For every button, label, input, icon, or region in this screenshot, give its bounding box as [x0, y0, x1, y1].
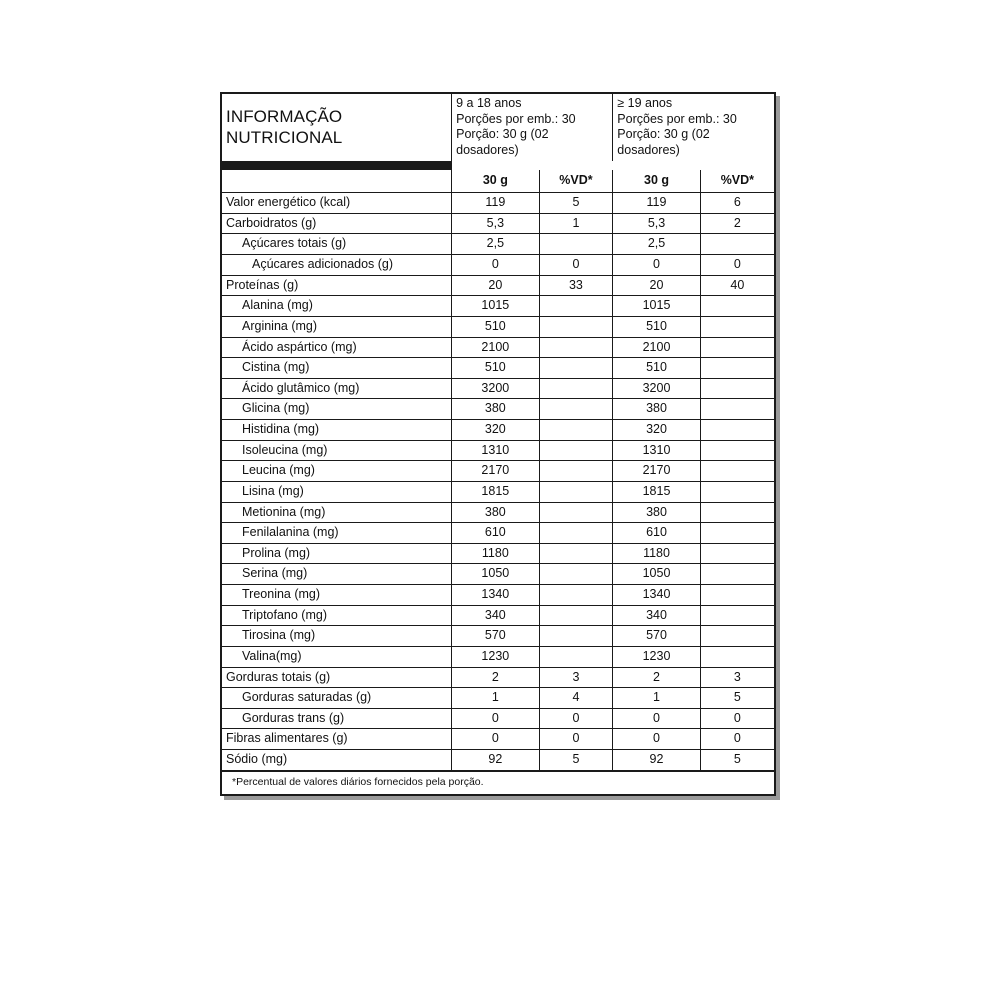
nutrient-name: Valor energético (kcal)	[222, 193, 452, 214]
nutrient-name: Gorduras totais (g)	[222, 667, 452, 688]
nutrient-amount-9-18: 119	[452, 193, 539, 214]
column-header-row	[222, 170, 774, 193]
table-row	[222, 646, 774, 667]
table-row	[222, 378, 774, 399]
nutrient-vd-9-18	[539, 440, 613, 461]
nutrient-amount-19-plus: 1230	[613, 646, 700, 667]
table-row	[222, 750, 774, 771]
nutrient-name: Valina(mg)	[222, 646, 452, 667]
nutrition-table	[222, 94, 774, 772]
nutrient-amount-19-plus: 510	[613, 316, 700, 337]
nutrient-vd-9-18	[539, 420, 613, 441]
nutrient-vd-9-18	[539, 296, 613, 317]
nutrient-amount-9-18: 380	[452, 502, 539, 523]
group-portion-label-1: Porção: 30 g (02	[617, 127, 710, 142]
nutrient-name: Alanina (mg)	[222, 296, 452, 317]
nutrient-amount-19-plus: 610	[613, 523, 700, 544]
nutrient-vd-9-18	[539, 605, 613, 626]
nutrient-vd-9-18	[539, 502, 613, 523]
nutrient-vd-19-plus: 3	[700, 667, 774, 688]
nutrient-amount-9-18: 2	[452, 667, 539, 688]
nutrient-vd-9-18: 0	[539, 255, 613, 276]
nutrient-amount-9-18: 510	[452, 358, 539, 379]
nutrient-name: Isoleucina (mg)	[222, 440, 452, 461]
panel-title-line1: INFORMAÇÃO	[226, 107, 343, 126]
nutrient-amount-19-plus: 1340	[613, 585, 700, 606]
nutrient-name: Triptofano (mg)	[222, 605, 452, 626]
nutrient-amount-19-plus: 380	[613, 502, 700, 523]
nutrient-amount-9-18: 610	[452, 523, 539, 544]
nutrient-vd-19-plus	[700, 502, 774, 523]
nutrient-amount-9-18: 380	[452, 399, 539, 420]
nutrient-name: Ácido glutâmico (mg)	[222, 378, 452, 399]
nutrient-name: Histidina (mg)	[222, 420, 452, 441]
nutrient-amount-19-plus: 20	[613, 275, 700, 296]
nutrient-amount-19-plus: 0	[613, 729, 700, 750]
nutrient-amount-9-18: 2170	[452, 461, 539, 482]
table-row	[222, 585, 774, 606]
table-row	[222, 296, 774, 317]
nutrient-name: Sódio (mg)	[222, 750, 452, 771]
nutrient-amount-19-plus: 2100	[613, 337, 700, 358]
nutrient-vd-19-plus	[700, 337, 774, 358]
nutrient-name: Lisina (mg)	[222, 481, 452, 502]
nutrient-name: Fibras alimentares (g)	[222, 729, 452, 750]
table-row	[222, 255, 774, 276]
nutrient-vd-19-plus	[700, 358, 774, 379]
nutrient-amount-9-18: 1230	[452, 646, 539, 667]
table-row	[222, 337, 774, 358]
nutrient-vd-9-18	[539, 399, 613, 420]
nutrient-vd-9-18	[539, 543, 613, 564]
nutrient-vd-19-plus	[700, 543, 774, 564]
nutrient-vd-9-18	[539, 481, 613, 502]
footnote: *Percentual de valores diários fornecidos pela porção.	[232, 775, 484, 788]
nutrient-vd-19-plus	[700, 564, 774, 585]
nutrient-amount-9-18: 1	[452, 688, 539, 709]
nutrient-vd-9-18	[539, 461, 613, 482]
nutrient-amount-9-18: 0	[452, 255, 539, 276]
nutrient-name: Carboidratos (g)	[222, 213, 452, 234]
nutrient-vd-19-plus	[700, 316, 774, 337]
nutrient-vd-9-18	[539, 626, 613, 647]
panel-title-line2: NUTRICIONAL	[226, 128, 343, 148]
nutrient-vd-9-18	[539, 523, 613, 544]
nutrient-amount-9-18: 0	[452, 729, 539, 750]
nutrient-vd-9-18	[539, 358, 613, 379]
nutrient-vd-19-plus	[700, 523, 774, 544]
nutrient-amount-9-18: 5,3	[452, 213, 539, 234]
nutrient-amount-9-18: 0	[452, 708, 539, 729]
table-row	[222, 543, 774, 564]
nutrient-amount-19-plus: 340	[613, 605, 700, 626]
nutrient-vd-19-plus	[700, 234, 774, 255]
nutrient-vd-9-18	[539, 337, 613, 358]
column-header-amount-1: 30 g	[452, 170, 539, 193]
nutrient-name: Cistina (mg)	[222, 358, 452, 379]
nutrient-amount-9-18: 510	[452, 316, 539, 337]
nutrient-vd-19-plus	[700, 399, 774, 420]
table-row	[222, 275, 774, 296]
group-portion-label-2: dosadores)	[456, 142, 519, 157]
nutrient-vd-9-18: 33	[539, 275, 613, 296]
nutrient-amount-19-plus: 2170	[613, 461, 700, 482]
nutrient-vd-19-plus: 0	[700, 255, 774, 276]
nutrient-vd-9-18: 0	[539, 729, 613, 750]
nutrient-amount-19-plus: 380	[613, 399, 700, 420]
nutrient-name: Gorduras trans (g)	[222, 708, 452, 729]
nutrient-name: Gorduras saturadas (g)	[222, 688, 452, 709]
nutrient-vd-19-plus	[700, 440, 774, 461]
nutrient-name: Serina (mg)	[222, 564, 452, 585]
nutrient-amount-9-18: 2,5	[452, 234, 539, 255]
nutrient-amount-19-plus: 119	[613, 193, 700, 214]
nutrient-amount-19-plus: 0	[613, 255, 700, 276]
nutrient-amount-19-plus: 1815	[613, 481, 700, 502]
nutrient-amount-9-18: 320	[452, 420, 539, 441]
nutrient-name: Tirosina (mg)	[222, 626, 452, 647]
header-row	[222, 94, 774, 161]
nutrient-amount-19-plus: 3200	[613, 378, 700, 399]
nutrient-vd-19-plus: 2	[700, 213, 774, 234]
nutrient-amount-9-18: 92	[452, 750, 539, 771]
nutrient-vd-19-plus: 5	[700, 750, 774, 771]
nutrient-amount-9-18: 1340	[452, 585, 539, 606]
nutrient-amount-9-18: 20	[452, 275, 539, 296]
nutrient-amount-19-plus: 570	[613, 626, 700, 647]
group-age-label: ≥ 19 anos	[617, 96, 673, 110]
nutrient-amount-19-plus: 1	[613, 688, 700, 709]
table-row	[222, 358, 774, 379]
nutrient-vd-19-plus: 6	[700, 193, 774, 214]
nutrient-name: Metionina (mg)	[222, 502, 452, 523]
group-header-9-18	[452, 94, 613, 161]
nutrient-vd-9-18	[539, 585, 613, 606]
nutrient-amount-19-plus: 320	[613, 420, 700, 441]
nutrient-amount-9-18: 1815	[452, 481, 539, 502]
nutrient-vd-9-18: 5	[539, 193, 613, 214]
table-row	[222, 193, 774, 214]
group-header-19-plus	[613, 94, 774, 161]
nutrient-name: Proteínas (g)	[222, 275, 452, 296]
column-header-vd-1: %VD*	[539, 170, 613, 193]
nutrient-vd-9-18	[539, 378, 613, 399]
nutrient-vd-9-18: 5	[539, 750, 613, 771]
nutrient-amount-19-plus: 5,3	[613, 213, 700, 234]
nutrient-name: Arginina (mg)	[222, 316, 452, 337]
nutrient-amount-9-18: 2100	[452, 337, 539, 358]
nutrient-name: Leucina (mg)	[222, 461, 452, 482]
table-row	[222, 399, 774, 420]
table-row	[222, 688, 774, 709]
nutrient-amount-19-plus: 510	[613, 358, 700, 379]
nutrient-vd-19-plus	[700, 296, 774, 317]
table-row	[222, 667, 774, 688]
nutrient-vd-9-18: 4	[539, 688, 613, 709]
nutrient-vd-9-18	[539, 234, 613, 255]
nutrient-amount-19-plus: 1015	[613, 296, 700, 317]
nutrient-name: Açúcares totais (g)	[222, 234, 452, 255]
table-row	[222, 440, 774, 461]
table-body	[222, 94, 774, 771]
table-row	[222, 502, 774, 523]
table-row	[222, 420, 774, 441]
nutrient-amount-19-plus: 1310	[613, 440, 700, 461]
nutrient-vd-19-plus	[700, 481, 774, 502]
nutrient-name: Prolina (mg)	[222, 543, 452, 564]
nutrient-vd-19-plus: 0	[700, 708, 774, 729]
nutrient-vd-19-plus	[700, 461, 774, 482]
nutrient-vd-9-18	[539, 316, 613, 337]
table-row	[222, 564, 774, 585]
table-row	[222, 316, 774, 337]
table-row	[222, 729, 774, 750]
nutrient-vd-19-plus: 40	[700, 275, 774, 296]
panel-title	[222, 94, 452, 161]
nutrient-amount-9-18: 570	[452, 626, 539, 647]
nutrient-amount-19-plus: 1050	[613, 564, 700, 585]
thick-rule-right	[452, 161, 774, 170]
nutrient-amount-9-18: 1015	[452, 296, 539, 317]
table-row	[222, 234, 774, 255]
group-portion-label-2: dosadores)	[617, 142, 680, 157]
nutrient-vd-9-18: 0	[539, 708, 613, 729]
thick-rule	[222, 161, 774, 170]
table-row	[222, 461, 774, 482]
nutrient-vd-9-18: 3	[539, 667, 613, 688]
nutrient-vd-9-18	[539, 646, 613, 667]
nutrient-amount-19-plus: 2	[613, 667, 700, 688]
group-age-label: 9 a 18 anos	[456, 96, 522, 110]
table-row	[222, 626, 774, 647]
nutrition-facts-panel	[220, 92, 776, 796]
nutrient-name: Glicina (mg)	[222, 399, 452, 420]
nutrient-vd-19-plus	[700, 420, 774, 441]
column-header-vd-2: %VD*	[700, 170, 774, 193]
table-row	[222, 213, 774, 234]
table-row	[222, 481, 774, 502]
nutrient-name: Fenilalanina (mg)	[222, 523, 452, 544]
group-portion-label-1: Porção: 30 g (02	[456, 127, 549, 142]
group-servings-label: Porções por emb.: 30	[617, 111, 737, 126]
nutrient-amount-19-plus: 2,5	[613, 234, 700, 255]
nutrient-vd-19-plus: 0	[700, 729, 774, 750]
nutrient-amount-9-18: 3200	[452, 378, 539, 399]
nutrient-vd-19-plus	[700, 605, 774, 626]
nutrient-name: Açúcares adicionados (g)	[222, 255, 452, 276]
thick-rule-left	[222, 161, 452, 170]
group-servings-label: Porções por emb.: 30	[456, 111, 576, 126]
nutrient-vd-19-plus	[700, 626, 774, 647]
nutrient-amount-9-18: 340	[452, 605, 539, 626]
table-row	[222, 708, 774, 729]
nutrient-vd-19-plus	[700, 378, 774, 399]
nutrient-vd-19-plus	[700, 646, 774, 667]
nutrient-vd-19-plus: 5	[700, 688, 774, 709]
column-header-blank	[222, 170, 452, 193]
nutrient-amount-9-18: 1310	[452, 440, 539, 461]
nutrient-vd-19-plus	[700, 585, 774, 606]
nutrient-amount-19-plus: 1180	[613, 543, 700, 564]
nutrient-amount-9-18: 1180	[452, 543, 539, 564]
table-row	[222, 523, 774, 544]
nutrient-name: Ácido aspártico (mg)	[222, 337, 452, 358]
nutrient-amount-9-18: 1050	[452, 564, 539, 585]
column-header-amount-2: 30 g	[613, 170, 700, 193]
nutrient-vd-9-18: 1	[539, 213, 613, 234]
table-row	[222, 605, 774, 626]
nutrient-vd-9-18	[539, 564, 613, 585]
nutrient-amount-19-plus: 0	[613, 708, 700, 729]
nutrient-amount-19-plus: 92	[613, 750, 700, 771]
nutrient-name: Treonina (mg)	[222, 585, 452, 606]
